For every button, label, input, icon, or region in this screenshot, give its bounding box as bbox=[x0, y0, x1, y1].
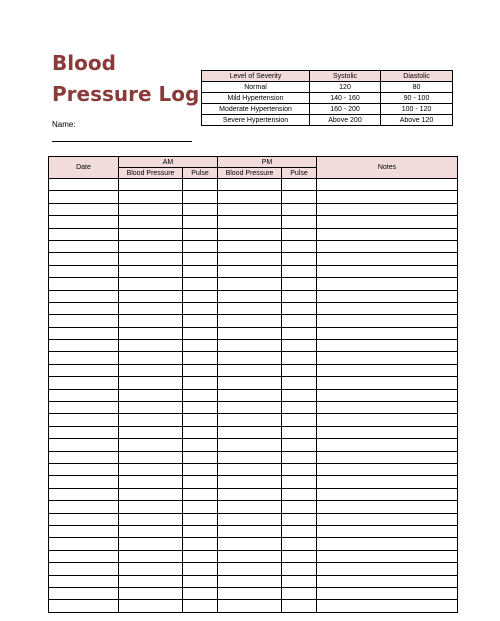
pm-blood-pressure-cell[interactable] bbox=[218, 488, 282, 500]
pm-blood-pressure-cell[interactable] bbox=[218, 575, 282, 587]
am-pulse-cell[interactable] bbox=[183, 340, 218, 352]
severity-row bbox=[202, 93, 453, 104]
pm-pulse-cell[interactable] bbox=[282, 377, 317, 389]
pm-blood-pressure-cell[interactable] bbox=[218, 352, 282, 364]
am-pulse-cell[interactable] bbox=[183, 389, 218, 401]
am-pulse-cell[interactable] bbox=[183, 228, 218, 240]
notes-cell[interactable] bbox=[317, 575, 458, 587]
log-entry-row bbox=[49, 501, 458, 513]
pm-pulse-cell[interactable] bbox=[282, 191, 317, 203]
pm-pulse-cell[interactable] bbox=[282, 340, 317, 352]
pm-blood-pressure-cell[interactable] bbox=[218, 525, 282, 537]
name-field-line[interactable] bbox=[52, 141, 192, 142]
am-blood-pressure-cell[interactable] bbox=[119, 575, 183, 587]
pm-blood-pressure-cell[interactable] bbox=[218, 191, 282, 203]
log-entry-row bbox=[49, 265, 458, 277]
severity-systolic-cell: 160 - 200 bbox=[310, 104, 381, 115]
log-entry-row bbox=[49, 203, 458, 215]
severity-systolic-cell: 140 - 160 bbox=[310, 93, 381, 104]
pm-pulse-cell[interactable] bbox=[282, 501, 317, 513]
notes-cell[interactable] bbox=[317, 501, 458, 513]
pm-blood-pressure-cell[interactable] bbox=[218, 290, 282, 302]
am-pulse-header: Pulse bbox=[183, 168, 218, 179]
am-pulse-cell[interactable] bbox=[183, 352, 218, 364]
am-blood-pressure-cell[interactable] bbox=[119, 451, 183, 463]
am-blood-pressure-cell[interactable] bbox=[119, 414, 183, 426]
am-blood-pressure-cell[interactable] bbox=[119, 340, 183, 352]
log-entry-row bbox=[49, 563, 458, 575]
blood-pressure-log-table bbox=[48, 156, 458, 613]
date-cell[interactable] bbox=[49, 278, 119, 290]
pm-pulse-cell[interactable] bbox=[282, 352, 317, 364]
notes-cell[interactable] bbox=[317, 278, 458, 290]
pm-pulse-cell[interactable] bbox=[282, 414, 317, 426]
am-pulse-cell[interactable] bbox=[183, 402, 218, 414]
am-pulse-cell[interactable] bbox=[183, 563, 218, 575]
pm-pulse-cell[interactable] bbox=[282, 463, 317, 475]
log-entry-row bbox=[49, 240, 458, 252]
log-entry-row bbox=[49, 525, 458, 537]
notes-cell[interactable] bbox=[317, 600, 458, 612]
pm-blood-pressure-cell[interactable] bbox=[218, 587, 282, 599]
log-entry-row bbox=[49, 389, 458, 401]
pm-pulse-cell[interactable] bbox=[282, 402, 317, 414]
am-pulse-cell[interactable] bbox=[183, 538, 218, 550]
am-pulse-cell[interactable] bbox=[183, 575, 218, 587]
date-cell[interactable] bbox=[49, 501, 119, 513]
pm-blood-pressure-cell[interactable] bbox=[218, 501, 282, 513]
am-pulse-cell[interactable] bbox=[183, 525, 218, 537]
am-pulse-cell[interactable] bbox=[183, 253, 218, 265]
am-pulse-cell[interactable] bbox=[183, 463, 218, 475]
pm-pulse-cell[interactable] bbox=[282, 179, 317, 191]
am-blood-pressure-cell[interactable] bbox=[119, 488, 183, 500]
log-entry-row bbox=[49, 228, 458, 240]
am-pulse-cell[interactable] bbox=[183, 278, 218, 290]
log-entry-row bbox=[49, 191, 458, 203]
name-label: Name: bbox=[52, 120, 76, 129]
pm-blood-pressure-cell[interactable] bbox=[218, 463, 282, 475]
pm-blood-pressure-cell[interactable] bbox=[218, 203, 282, 215]
am-pulse-cell[interactable] bbox=[183, 587, 218, 599]
notes-cell[interactable] bbox=[317, 563, 458, 575]
date-cell[interactable] bbox=[49, 340, 119, 352]
notes-cell[interactable] bbox=[317, 377, 458, 389]
log-entry-row bbox=[49, 302, 458, 314]
log-entry-row bbox=[49, 327, 458, 339]
am-pulse-cell[interactable] bbox=[183, 488, 218, 500]
am-blood-pressure-cell[interactable] bbox=[119, 278, 183, 290]
pm-pulse-cell[interactable] bbox=[282, 278, 317, 290]
date-cell[interactable] bbox=[49, 587, 119, 599]
pm-blood-pressure-cell[interactable] bbox=[218, 240, 282, 252]
date-cell[interactable] bbox=[49, 550, 119, 562]
am-pulse-cell[interactable] bbox=[183, 513, 218, 525]
log-entry-row bbox=[49, 488, 458, 500]
severity-diastolic-cell: Above 120 bbox=[381, 115, 453, 126]
pm-blood-pressure-cell[interactable] bbox=[218, 265, 282, 277]
date-cell[interactable] bbox=[49, 488, 119, 500]
severity-row bbox=[202, 104, 453, 115]
log-entry-row bbox=[49, 340, 458, 352]
pm-blood-pressure-cell[interactable] bbox=[218, 550, 282, 562]
am-blood-pressure-cell[interactable] bbox=[119, 265, 183, 277]
am-pulse-cell[interactable] bbox=[183, 290, 218, 302]
pm-blood-pressure-cell[interactable] bbox=[218, 414, 282, 426]
am-blood-pressure-cell[interactable] bbox=[119, 216, 183, 228]
pm-blood-pressure-cell[interactable] bbox=[218, 278, 282, 290]
log-entry-row bbox=[49, 402, 458, 414]
severity-level-cell: Moderate Hypertension bbox=[202, 104, 310, 115]
severity-header-level: Level of Severity bbox=[202, 71, 310, 82]
log-entry-row bbox=[49, 414, 458, 426]
pm-pulse-cell[interactable] bbox=[282, 265, 317, 277]
date-cell[interactable] bbox=[49, 302, 119, 314]
date-cell[interactable] bbox=[49, 228, 119, 240]
log-entry-row bbox=[49, 451, 458, 463]
notes-cell[interactable] bbox=[317, 179, 458, 191]
pm-header: PM bbox=[218, 157, 317, 168]
am-pulse-cell[interactable] bbox=[183, 265, 218, 277]
pm-blood-pressure-cell[interactable] bbox=[218, 451, 282, 463]
notes-cell[interactable] bbox=[317, 216, 458, 228]
log-entry-row bbox=[49, 575, 458, 587]
am-blood-pressure-cell[interactable] bbox=[119, 253, 183, 265]
am-blood-pressure-cell[interactable] bbox=[119, 352, 183, 364]
pm-pulse-cell[interactable] bbox=[282, 525, 317, 537]
date-cell[interactable] bbox=[49, 476, 119, 488]
am-blood-pressure-cell[interactable] bbox=[119, 525, 183, 537]
notes-cell[interactable] bbox=[317, 476, 458, 488]
log-entry-row bbox=[49, 439, 458, 451]
pm-blood-pressure-cell[interactable] bbox=[218, 563, 282, 575]
am-blood-pressure-cell[interactable] bbox=[119, 563, 183, 575]
am-pulse-cell[interactable] bbox=[183, 451, 218, 463]
date-cell[interactable] bbox=[49, 538, 119, 550]
am-pulse-cell[interactable] bbox=[183, 414, 218, 426]
notes-cell[interactable] bbox=[317, 426, 458, 438]
date-cell[interactable] bbox=[49, 563, 119, 575]
am-pulse-cell[interactable] bbox=[183, 191, 218, 203]
pm-pulse-cell[interactable] bbox=[282, 426, 317, 438]
am-blood-pressure-cell[interactable] bbox=[119, 463, 183, 475]
date-cell[interactable] bbox=[49, 389, 119, 401]
pm-blood-pressure-cell[interactable] bbox=[218, 402, 282, 414]
notes-cell[interactable] bbox=[317, 402, 458, 414]
notes-cell[interactable] bbox=[317, 228, 458, 240]
date-cell[interactable] bbox=[49, 525, 119, 537]
am-pulse-cell[interactable] bbox=[183, 315, 218, 327]
notes-cell[interactable] bbox=[317, 340, 458, 352]
notes-cell[interactable] bbox=[317, 240, 458, 252]
pm-blood-pressure-cell[interactable] bbox=[218, 600, 282, 612]
log-entry-row bbox=[49, 364, 458, 376]
am-blood-pressure-cell[interactable] bbox=[119, 191, 183, 203]
severity-header-diastolic: Diastolic bbox=[381, 71, 453, 82]
pm-pulse-cell[interactable] bbox=[282, 488, 317, 500]
pm-pulse-cell[interactable] bbox=[282, 203, 317, 215]
notes-cell[interactable] bbox=[317, 463, 458, 475]
am-blood-pressure-cell[interactable] bbox=[119, 302, 183, 314]
am-pulse-cell[interactable] bbox=[183, 476, 218, 488]
pm-pulse-cell[interactable] bbox=[282, 600, 317, 612]
am-pulse-cell[interactable] bbox=[183, 550, 218, 562]
am-pulse-cell[interactable] bbox=[183, 302, 218, 314]
am-blood-pressure-cell[interactable] bbox=[119, 389, 183, 401]
pm-blood-pressure-cell[interactable] bbox=[218, 228, 282, 240]
notes-cell[interactable] bbox=[317, 513, 458, 525]
page-title bbox=[52, 48, 199, 110]
severity-level-cell: Normal bbox=[202, 82, 310, 93]
date-cell[interactable] bbox=[49, 327, 119, 339]
pm-pulse-cell[interactable] bbox=[282, 240, 317, 252]
am-pulse-cell[interactable] bbox=[183, 501, 218, 513]
notes-cell[interactable] bbox=[317, 414, 458, 426]
pm-blood-pressure-cell[interactable] bbox=[218, 389, 282, 401]
log-entry-row bbox=[49, 476, 458, 488]
log-entry-row bbox=[49, 463, 458, 475]
am-pulse-cell[interactable] bbox=[183, 377, 218, 389]
date-header: Date bbox=[49, 157, 119, 179]
notes-cell[interactable] bbox=[317, 451, 458, 463]
am-blood-pressure-cell[interactable] bbox=[119, 501, 183, 513]
notes-cell[interactable] bbox=[317, 352, 458, 364]
log-entry-row bbox=[49, 513, 458, 525]
date-cell[interactable] bbox=[49, 463, 119, 475]
severity-systolic-cell: Above 200 bbox=[310, 115, 381, 126]
date-cell[interactable] bbox=[49, 600, 119, 612]
pm-blood-pressure-cell[interactable] bbox=[218, 538, 282, 550]
pm-pulse-cell[interactable] bbox=[282, 290, 317, 302]
notes-cell[interactable] bbox=[317, 265, 458, 277]
date-cell[interactable] bbox=[49, 426, 119, 438]
date-cell[interactable] bbox=[49, 575, 119, 587]
date-cell[interactable] bbox=[49, 364, 119, 376]
log-entry-row bbox=[49, 587, 458, 599]
pm-blood-pressure-cell[interactable] bbox=[218, 315, 282, 327]
log-entry-row bbox=[49, 278, 458, 290]
date-cell[interactable] bbox=[49, 414, 119, 426]
notes-cell[interactable] bbox=[317, 389, 458, 401]
pm-pulse-cell[interactable] bbox=[282, 253, 317, 265]
am-blood-pressure-cell[interactable] bbox=[119, 426, 183, 438]
am-blood-pressure-cell[interactable] bbox=[119, 476, 183, 488]
pm-pulse-cell[interactable] bbox=[282, 302, 317, 314]
am-blood-pressure-cell[interactable] bbox=[119, 327, 183, 339]
notes-cell[interactable] bbox=[317, 538, 458, 550]
pm-blood-pressure-cell[interactable] bbox=[218, 302, 282, 314]
am-pulse-cell[interactable] bbox=[183, 327, 218, 339]
pm-blood-pressure-cell[interactable] bbox=[218, 216, 282, 228]
log-entry-row bbox=[49, 600, 458, 612]
am-pulse-cell[interactable] bbox=[183, 600, 218, 612]
pm-blood-pressure-cell[interactable] bbox=[218, 179, 282, 191]
log-entry-row bbox=[49, 377, 458, 389]
date-cell[interactable] bbox=[49, 402, 119, 414]
pm-pulse-cell[interactable] bbox=[282, 575, 317, 587]
date-cell[interactable] bbox=[49, 352, 119, 364]
am-blood-pressure-header: Blood Pressure bbox=[119, 168, 183, 179]
notes-cell[interactable] bbox=[317, 302, 458, 314]
pm-blood-pressure-cell[interactable] bbox=[218, 439, 282, 451]
am-blood-pressure-cell[interactable] bbox=[119, 513, 183, 525]
notes-cell[interactable] bbox=[317, 315, 458, 327]
pm-blood-pressure-header: Blood Pressure bbox=[218, 168, 282, 179]
notes-cell[interactable] bbox=[317, 587, 458, 599]
pm-pulse-cell[interactable] bbox=[282, 476, 317, 488]
severity-level-cell: Severe Hypertension bbox=[202, 115, 310, 126]
am-pulse-cell[interactable] bbox=[183, 179, 218, 191]
am-blood-pressure-cell[interactable] bbox=[119, 290, 183, 302]
log-entry-row bbox=[49, 426, 458, 438]
notes-cell[interactable] bbox=[317, 364, 458, 376]
pm-pulse-cell[interactable] bbox=[282, 538, 317, 550]
am-pulse-cell[interactable] bbox=[183, 203, 218, 215]
notes-cell[interactable] bbox=[317, 327, 458, 339]
pm-blood-pressure-cell[interactable] bbox=[218, 476, 282, 488]
pm-pulse-cell[interactable] bbox=[282, 389, 317, 401]
date-cell[interactable] bbox=[49, 179, 119, 191]
severity-diastolic-cell: 90 - 100 bbox=[381, 93, 453, 104]
am-header: AM bbox=[119, 157, 218, 168]
pm-pulse-cell[interactable] bbox=[282, 364, 317, 376]
am-blood-pressure-cell[interactable] bbox=[119, 228, 183, 240]
date-cell[interactable] bbox=[49, 377, 119, 389]
log-entry-row bbox=[49, 550, 458, 562]
date-cell[interactable] bbox=[49, 315, 119, 327]
log-entry-row bbox=[49, 352, 458, 364]
date-cell[interactable] bbox=[49, 240, 119, 252]
pm-pulse-header: Pulse bbox=[282, 168, 317, 179]
notes-cell[interactable] bbox=[317, 203, 458, 215]
am-blood-pressure-cell[interactable] bbox=[119, 203, 183, 215]
pm-pulse-cell[interactable] bbox=[282, 228, 317, 240]
date-cell[interactable] bbox=[49, 451, 119, 463]
pm-pulse-cell[interactable] bbox=[282, 513, 317, 525]
severity-diastolic-cell: 100 - 120 bbox=[381, 104, 453, 115]
pm-pulse-cell[interactable] bbox=[282, 315, 317, 327]
severity-systolic-cell: 120 bbox=[310, 82, 381, 93]
pm-blood-pressure-cell[interactable] bbox=[218, 377, 282, 389]
severity-header-systolic: Systolic bbox=[310, 71, 381, 82]
am-blood-pressure-cell[interactable] bbox=[119, 550, 183, 562]
am-blood-pressure-cell[interactable] bbox=[119, 240, 183, 252]
am-pulse-cell[interactable] bbox=[183, 240, 218, 252]
log-entry-row bbox=[49, 253, 458, 265]
am-pulse-cell[interactable] bbox=[183, 439, 218, 451]
date-cell[interactable] bbox=[49, 216, 119, 228]
severity-row bbox=[202, 82, 453, 93]
date-cell[interactable] bbox=[49, 203, 119, 215]
pm-blood-pressure-cell[interactable] bbox=[218, 253, 282, 265]
title-line-2: Pressure Log bbox=[52, 82, 200, 106]
am-blood-pressure-cell[interactable] bbox=[119, 439, 183, 451]
am-blood-pressure-cell[interactable] bbox=[119, 377, 183, 389]
severity-diastolic-cell: 80 bbox=[381, 82, 453, 93]
notes-header: Notes bbox=[317, 157, 458, 179]
pm-pulse-cell[interactable] bbox=[282, 451, 317, 463]
notes-cell[interactable] bbox=[317, 290, 458, 302]
date-cell[interactable] bbox=[49, 290, 119, 302]
pm-pulse-cell[interactable] bbox=[282, 439, 317, 451]
pm-pulse-cell[interactable] bbox=[282, 216, 317, 228]
pm-blood-pressure-cell[interactable] bbox=[218, 513, 282, 525]
log-entry-row bbox=[49, 179, 458, 191]
severity-level-cell: Mild Hypertension bbox=[202, 93, 310, 104]
pm-blood-pressure-cell[interactable] bbox=[218, 327, 282, 339]
log-entry-row bbox=[49, 290, 458, 302]
severity-header-row bbox=[202, 71, 453, 82]
date-cell[interactable] bbox=[49, 253, 119, 265]
am-blood-pressure-cell[interactable] bbox=[119, 600, 183, 612]
date-cell[interactable] bbox=[49, 439, 119, 451]
pm-pulse-cell[interactable] bbox=[282, 587, 317, 599]
notes-cell[interactable] bbox=[317, 439, 458, 451]
am-blood-pressure-cell[interactable] bbox=[119, 538, 183, 550]
pm-blood-pressure-cell[interactable] bbox=[218, 340, 282, 352]
pm-pulse-cell[interactable] bbox=[282, 550, 317, 562]
am-blood-pressure-cell[interactable] bbox=[119, 587, 183, 599]
log-header-row-1 bbox=[49, 157, 458, 168]
am-blood-pressure-cell[interactable] bbox=[119, 402, 183, 414]
log-entry-row bbox=[49, 538, 458, 550]
severity-reference-table bbox=[201, 70, 453, 126]
date-cell[interactable] bbox=[49, 513, 119, 525]
am-blood-pressure-cell[interactable] bbox=[119, 179, 183, 191]
notes-cell[interactable] bbox=[317, 525, 458, 537]
title-line-1: Blood bbox=[52, 51, 116, 75]
am-pulse-cell[interactable] bbox=[183, 364, 218, 376]
notes-cell[interactable] bbox=[317, 550, 458, 562]
date-cell[interactable] bbox=[49, 191, 119, 203]
log-body bbox=[49, 179, 458, 613]
am-blood-pressure-cell[interactable] bbox=[119, 364, 183, 376]
severity-row bbox=[202, 115, 453, 126]
pm-blood-pressure-cell[interactable] bbox=[218, 364, 282, 376]
pm-blood-pressure-cell[interactable] bbox=[218, 426, 282, 438]
pm-pulse-cell[interactable] bbox=[282, 327, 317, 339]
pm-pulse-cell[interactable] bbox=[282, 563, 317, 575]
notes-cell[interactable] bbox=[317, 191, 458, 203]
am-pulse-cell[interactable] bbox=[183, 216, 218, 228]
am-pulse-cell[interactable] bbox=[183, 426, 218, 438]
log-entry-row bbox=[49, 216, 458, 228]
am-blood-pressure-cell[interactable] bbox=[119, 315, 183, 327]
notes-cell[interactable] bbox=[317, 488, 458, 500]
log-entry-row bbox=[49, 315, 458, 327]
notes-cell[interactable] bbox=[317, 253, 458, 265]
date-cell[interactable] bbox=[49, 265, 119, 277]
